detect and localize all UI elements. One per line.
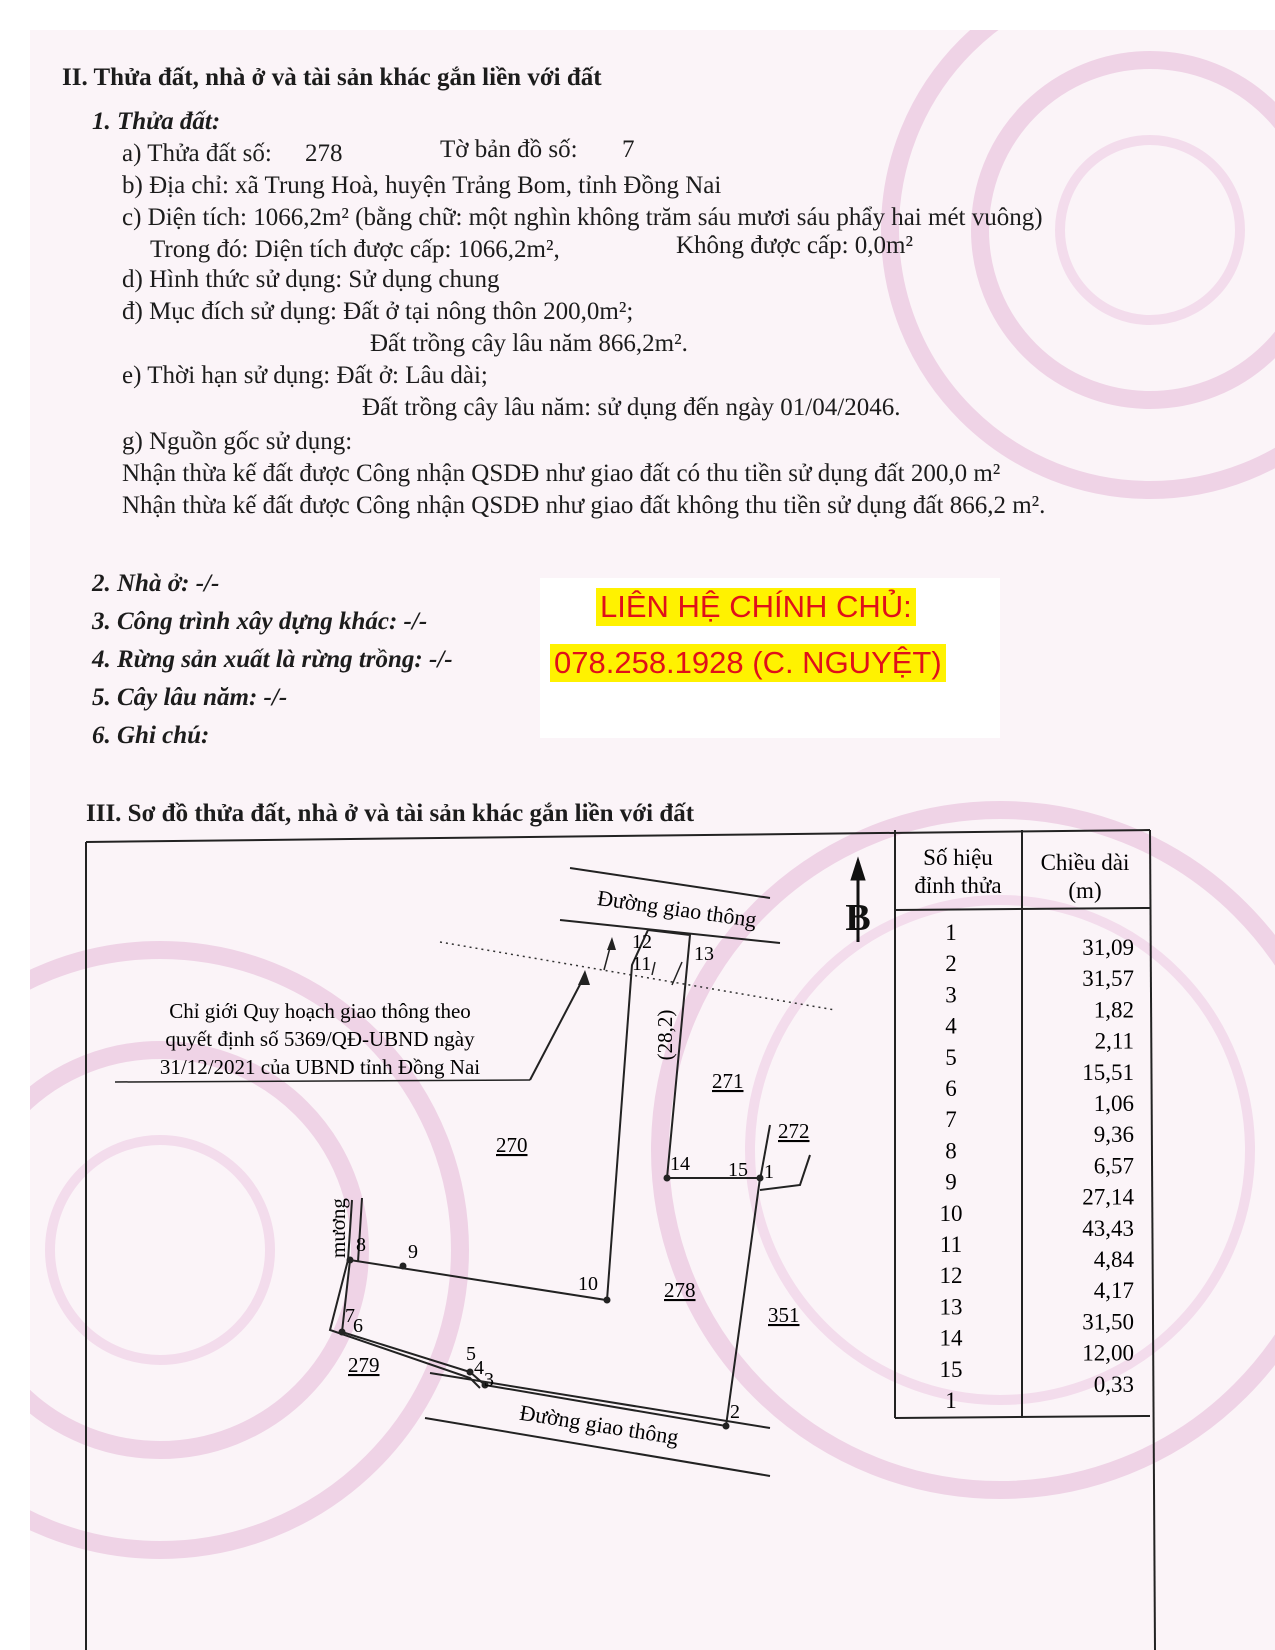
table-segment-length: 31,50 (1082, 1309, 1134, 1335)
map-sheet-label: Tờ bản đồ số: (440, 136, 578, 163)
table-segment-length: 2,11 (1094, 1028, 1134, 1054)
vertex-label-2: 2 (730, 1401, 740, 1423)
table-vertex-id: 14 (939, 1325, 963, 1351)
usage-term-2: Đất trồng cây lâu năm: sử dụng đến ngày 01/04/2046. (362, 394, 901, 421)
area-line: c) Diện tích: 1066,2m² (bằng chữ: một nghìn không trăm sáu mươi sáu phẩy hai mét vuông) (122, 204, 1043, 231)
bottom-road-label: Đường giao thông (517, 1399, 681, 1450)
table-vertex-id: 4 (945, 1013, 957, 1039)
contact-title: LIÊN HỆ CHÍNH CHỦ: (596, 588, 916, 626)
forest-item: 4. Rừng sản xuất là rừng trồng: -/- (92, 646, 453, 673)
usage-purpose: đ) Mục đích sử dụng: Đất ở tại nông thôn 200,0m²; (122, 298, 634, 325)
parcel-272: 272 (778, 1119, 810, 1143)
planning-note-line-3: 31/12/2021 của UBND tỉnh Đồng Nai (159, 1055, 481, 1079)
table-segment-length: 9,36 (1093, 1122, 1134, 1148)
table-segment-length: 27,14 (1082, 1184, 1134, 1210)
vertex-label-13: 13 (694, 943, 714, 965)
table-vertex-id: 7 (945, 1107, 957, 1133)
table-header-length-2: (m) (1068, 878, 1102, 903)
table-segment-length: 1,06 (1093, 1091, 1134, 1116)
origin-line-1: Nhận thừa kế đất được Công nhận QSDĐ như giao đất có thu tiền sử dụng đất 200,0 m² (122, 460, 1001, 487)
vertex-label-6: 6 (353, 1315, 363, 1337)
table-segment-length: 0,33 (1093, 1371, 1134, 1397)
planning-note-line-2: quyết định số 5369/QĐ-UBND ngày (165, 1027, 475, 1051)
planning-note-line-1: Chỉ giới Quy hoạch giao thông theo (169, 999, 471, 1023)
measure-label: (28,2) (653, 1009, 677, 1061)
table-vertex-id: 3 (945, 982, 957, 1008)
note-pointer-icon (578, 970, 590, 985)
not-granted-area: Không được cấp: 0,0m² (676, 232, 913, 259)
house-item: 2. Nhà ở: -/- (92, 570, 220, 597)
table-segment-length: 31,09 (1082, 935, 1134, 960)
table-vertex-id: 2 (945, 951, 957, 977)
parcel-270: 270 (496, 1133, 528, 1157)
table-header-vertex-1: Số hiệu (923, 845, 993, 870)
granted-area: Trong đó: Diện tích được cấp: 1066,2m², (150, 236, 560, 263)
table-vertex-id: 6 (945, 1076, 957, 1101)
vertex-label-5: 5 (466, 1343, 476, 1365)
parcel-278: 278 (664, 1278, 696, 1302)
parcel-351: 351 (768, 1303, 800, 1327)
address-line: b) Địa chỉ: xã Trung Hoà, huyện Trảng Bom, tỉnh Đồng Nai (122, 172, 722, 199)
table-segment-length: 43,43 (1082, 1215, 1134, 1241)
table-vertex-id: 8 (945, 1138, 957, 1164)
table-segment-length: 4,17 (1093, 1278, 1134, 1304)
table-segment-length: 31,57 (1082, 966, 1134, 992)
table-vertex-id: 11 (939, 1232, 963, 1257)
vertex-label-4: 4 (474, 1357, 484, 1379)
north-arrow-icon (845, 858, 870, 942)
table-vertex-id: 10 (939, 1200, 963, 1226)
section-3-title: III. Sơ đồ thửa đất, nhà ở và tài sản khác gắn liền với đất (86, 800, 695, 827)
table-vertex-id: 1 (945, 920, 957, 945)
map-sheet-number: 7 (622, 136, 635, 163)
canal-label: mương (326, 1198, 350, 1258)
perennial-tree-item: 5. Cây lâu năm: -/- (92, 684, 288, 711)
parcel-279: 279 (348, 1353, 380, 1377)
section-2-title: II. Thửa đất, nhà ở và tài sản khác gắn liền với đất (62, 64, 602, 91)
origin-line-2: Nhận thừa kế đất được Công nhận QSDĐ như giao đất không thu tiền sử dụng đất 866,2 m². (122, 492, 1046, 519)
table-header-length-1: Chiều dài (1040, 850, 1130, 875)
parcel-271: 271 (712, 1069, 744, 1093)
other-construction-item: 3. Công trình xây dựng khác: -/- (92, 608, 428, 635)
note-item: 6. Ghi chú: (92, 722, 210, 749)
table-segment-length: 15,51 (1082, 1059, 1134, 1085)
vertex-label-15: 15 (728, 1159, 748, 1181)
top-road-label: Đường giao thông (595, 885, 759, 933)
contact-phone: 078.258.1928 (C. NGUYỆT) (550, 644, 946, 682)
vertex-label-11: 11 (632, 953, 652, 975)
table-segment-length: 1,82 (1093, 997, 1134, 1023)
table-vertex-id: 12 (939, 1263, 963, 1289)
vertex-label-12: 12 (632, 931, 652, 953)
usage-purpose-2: Đất trồng cây lâu năm 866,2m². (370, 330, 688, 357)
subsection-1-title: 1. Thửa đất: (92, 108, 221, 135)
vertex-label-8: 8 (356, 1234, 366, 1256)
vertex-label-7: 7 (345, 1305, 355, 1327)
table-segment-length: 6,57 (1093, 1153, 1134, 1179)
svg-text:B: B (845, 897, 871, 939)
parcel-number-label: a) Thửa đất số: (122, 140, 272, 167)
usage-term: e) Thời hạn sử dụng: Đất ở: Lâu dài; (122, 362, 488, 389)
table-segment-length: 12,00 (1082, 1340, 1134, 1366)
table-header-vertex-2: đỉnh thửa (914, 873, 1002, 898)
vertex-label-14: 14 (670, 1153, 690, 1175)
table-vertex-id: 5 (945, 1044, 957, 1070)
table-vertex-id: 9 (945, 1169, 957, 1195)
table-segment-length: 4,84 (1093, 1247, 1134, 1272)
origin-label: g) Nguồn gốc sử dụng: (122, 428, 353, 455)
usage-form: d) Hình thức sử dụng: Sử dụng chung (122, 266, 500, 293)
table-vertex-id: 13 (939, 1294, 963, 1320)
vertex-label-3: 3 (484, 1369, 494, 1391)
vertex-label-9: 9 (408, 1241, 418, 1263)
table-vertex-id: 1 (945, 1388, 957, 1413)
vertex-label-10: 10 (578, 1273, 598, 1295)
vertex-label-1: 1 (764, 1161, 774, 1183)
parcel-number: 278 (305, 140, 343, 167)
table-rows (940, 920, 1135, 1413)
table-vertex-id: 15 (939, 1356, 963, 1382)
